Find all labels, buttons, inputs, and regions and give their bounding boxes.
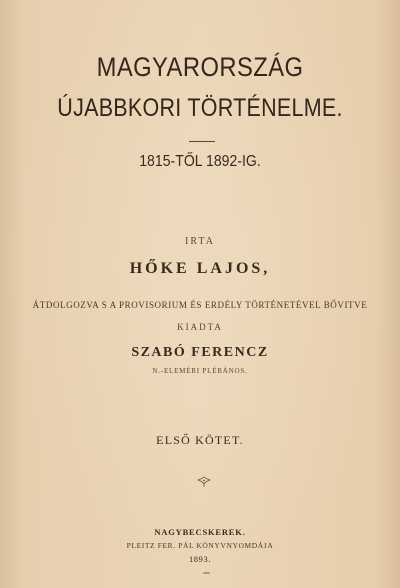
period-years: 1815-TŐL 1892-IG. (139, 153, 261, 170)
publisher-name: SZABÓ FERENCZ (131, 345, 269, 360)
publisher-intro: KIADTA (177, 322, 223, 332)
title-line-2: ÚJABBKORI TÖRTÉNELME. (57, 94, 343, 122)
revision-note: ÁTDOLGOZVA S A PROVISORIUM ÉS ERDÉLY TÖRTÉNETÉVEL BŐVITVE (32, 301, 368, 311)
volume-label: ELSŐ KÖTET. (156, 433, 244, 447)
publisher-title: N.-ELEMÉRI PLÉBÁNOS. (152, 367, 248, 375)
publication-place: NAGYBECSKEREK. (154, 527, 246, 537)
floral-ornament-icon (197, 476, 211, 488)
author-name: HŐKE LAJOS, (129, 260, 271, 277)
title-line-1: MAGYARORSZÁG (96, 52, 304, 82)
author-intro: IRTA (185, 236, 215, 247)
printer-name: PLEITZ FER. PÁL KÖNYVNYOMDÁJA (126, 541, 274, 550)
ink-blot (203, 572, 210, 574)
publication-year: 1893. (188, 554, 212, 564)
title-divider (189, 141, 215, 142)
